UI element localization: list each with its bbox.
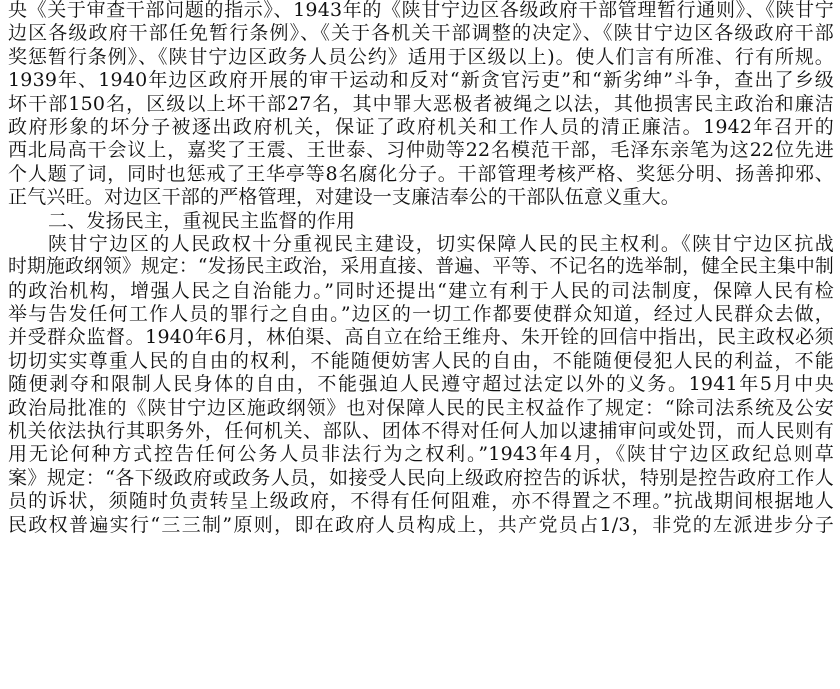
text-line: 边区各级政府干部任免暂行条例》、《关于各机关干部调整的决定》、《陕甘宁边区各级政府干部: [8, 22, 834, 45]
text-line: 举与告发任何工作人员的罪行之自由。”边区的一切工作都要使群众知道，经过人民群众去做，: [8, 303, 834, 326]
text-line: 正气兴旺。对边区干部的严格管理，对建设一支廉洁奉公的干部队伍意义重大。: [8, 186, 681, 209]
text-line: 西北局高干会议上，嘉奖了王震、王世泰、习仲勋等22名模范干部，毛泽东亲笔为这22位先进: [8, 139, 834, 162]
text-line: 用无论何种方式控告任何公务人员非法行为之权利。”1943年4月，《陕甘宁边区政纪总则草: [8, 443, 834, 466]
paragraph-first-line: 陕甘宁边区的人民政权十分重视民主建设，切实保障人民的民主权利。《陕甘宁边区抗战: [48, 232, 834, 255]
text-line: 民政权普遍实行“三三制”原则，即在政府人员构成上，共产党员占1/3，非党的左派进步分子: [8, 513, 834, 536]
text-line: 随便剥夺和限制人民身体的自由，不能强迫人民遵守超过法定以外的义务。1941年5月中央: [8, 373, 834, 396]
text-line: 机关依法执行其职务外，任何机关、部队、团体不得对任何人加以逮捕审问或处罚，而人民则有: [8, 420, 834, 443]
text-line: 员的诉状，须随时负责转呈上级政府，不得有任何阻难，亦不得置之不理。”抗战期间根据地人: [8, 490, 834, 513]
text-line: 政治局批准的《陕甘宁边区施政纲领》也对保障人民的民主权益作了规定：“除司法系统及公安: [8, 396, 834, 419]
text-line: 时期施政纲领》规定：“发扬民主政治，采用直接、普遍、平等、不记名的选举制，健全民主集中制: [8, 256, 834, 278]
text-line: 并受群众监督。1940年6月，林伯渠、高自立在给王维舟、朱开铨的回信中指出，民主政权必须: [8, 326, 834, 349]
text-line: 政府形象的坏分子被逐出政府机关，保证了政府机关和工作人员的清正廉洁。1942年召开的: [8, 115, 834, 138]
text-line: 奖惩暂行条例》、《陕甘宁边区政务人员公约》适用于区级以上)。使人们言有所准、行有所规。: [8, 45, 834, 68]
text-line: 案》规定：“各下级政府或政务人员，如接受人民向上级政府控告的诉状，特别是控告政府工作人: [8, 466, 834, 489]
section-heading: 二、发扬民主，重视民主监督的作用: [48, 209, 356, 232]
text-line: 坏干部150名，区级以上坏干部27名，其中罪大恶极者被绳之以法，其他损害民主政治和廉洁: [8, 92, 834, 115]
text-line: 央《关于审查干部问题的指示》、1943年的《陕甘宁边区各级政府干部管理暂行通则》、《陕甘宁: [8, 0, 834, 21]
text-line: 的政治机构，增强人民之自治能力。”同时还提出“建立有利于人民的司法制度，保障人民有检: [8, 279, 834, 302]
text-line: 1939年、1940年边区政府开展的审干运动和反对“新贪官污吏”和“新劣绅”斗争，查出了乡级: [8, 69, 834, 92]
text-line: 个人题了词，同时也惩戒了王华亭等8名腐化分子。干部管理考核严格、奖惩分明、扬善抑邪、: [8, 162, 834, 185]
text-line: 切切实实尊重人民的自由的权利，不能随便妨害人民的自由，不能随便侵犯人民的利益，不能: [8, 349, 834, 372]
